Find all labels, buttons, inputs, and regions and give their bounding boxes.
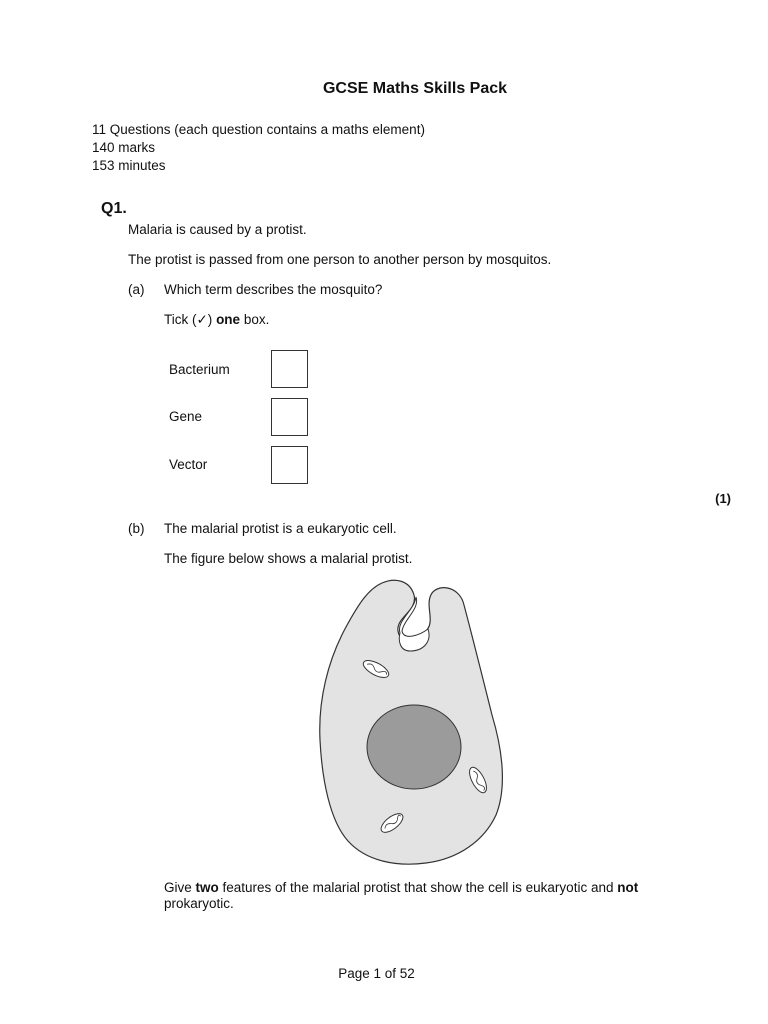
part-b-statement: The malarial protist is a eukaryotic cell. [164, 521, 397, 536]
option-label-vector: Vector [169, 457, 208, 472]
part-a-question: Which term describes the mosquito? [164, 282, 383, 297]
total-marks: 140 marks [92, 140, 156, 155]
tickbox-vector[interactable] [271, 446, 308, 484]
malarial-protist-figure [300, 575, 520, 870]
figure-caption: The figure below shows a malarial protist. [164, 551, 413, 566]
tick-instruction-pre: Tick (✓) [164, 312, 217, 327]
part-b-question-emphasis-1: two [195, 880, 219, 895]
question-intro-1: Malaria is caused by a protist. [128, 222, 307, 237]
total-time: 153 minutes [92, 158, 166, 173]
part-b-question-pre: Give [164, 880, 196, 895]
question-number: Q1. [101, 200, 127, 217]
option-label-bacterium: Bacterium [169, 362, 230, 377]
part-a-label: (a) [128, 282, 145, 297]
page-number: Page 1 of 52 [338, 966, 415, 981]
tick-instruction-post: box. [240, 312, 270, 327]
pack-summary [92, 121, 425, 175]
part-b-question [164, 880, 684, 912]
part-b-label: (b) [128, 521, 145, 536]
part-b-question-mid: features of the malarial protist that show the cell is eukaryotic and [218, 880, 618, 895]
protist-nucleus [367, 705, 461, 789]
part-a-marks: (1) [715, 491, 731, 506]
option-label-gene: Gene [169, 409, 203, 424]
tick-instruction-emphasis: one [216, 312, 241, 327]
part-b-question-emphasis-2: not [617, 880, 639, 895]
page-title: GCSE Maths Skills Pack [322, 80, 508, 97]
part-b-question-post: prokaryotic. [164, 896, 234, 911]
tickbox-bacterium[interactable] [271, 350, 308, 388]
question-count: 11 Questions (each question contains a maths element) [92, 122, 425, 137]
tickbox-gene[interactable] [271, 398, 308, 436]
question-intro-2: The protist is passed from one person to another person by mosquitos. [128, 252, 552, 267]
tick-instruction [164, 312, 269, 328]
